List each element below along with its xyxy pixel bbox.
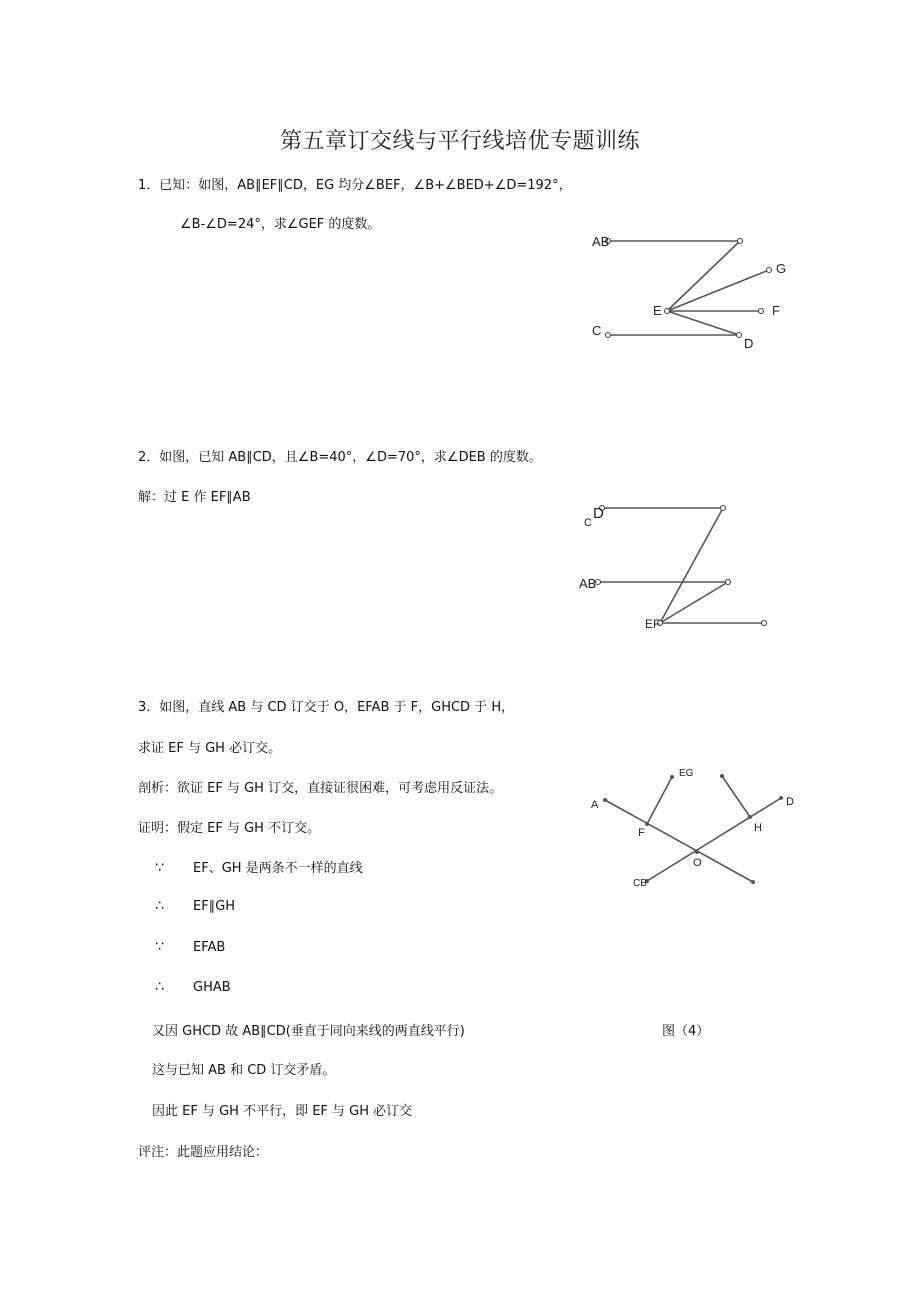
problem3-final: 因此 EF 与 GH 不平行，即 EF 与 GH 必订交: [152, 1104, 413, 1119]
label-d: D: [744, 336, 754, 351]
problem1-question: ∠B-∠D=24°，求∠GEF 的度数。: [180, 217, 381, 232]
problem2-figure: [570, 495, 780, 640]
label-cb: CB: [633, 878, 647, 889]
problem3-statement: 3．如图，直线 AB 与 CD 订交于 O，EFAB 于 F，GHCD 于 H，: [138, 700, 515, 715]
label-ef: EF: [645, 617, 661, 631]
proof-step: [155, 939, 225, 955]
label-o: O: [693, 857, 702, 869]
document-title: 第五章订交线与平行线培优专题训练: [279, 129, 640, 154]
proof-step-text: EF、GH 是两条不一样的直线: [193, 861, 363, 876]
problem2-solution: 解：过 E 作 EF∥AB: [138, 490, 251, 505]
problem3-comment: 评注：此题应用结论：: [138, 1145, 269, 1160]
because-symbol: ∵: [155, 939, 164, 955]
problem2-statement: 2．如图，已知 AB∥CD，且∠B=40°，∠D=70°，求∠DEB 的度数。: [138, 450, 542, 465]
label-c: C: [592, 323, 602, 338]
proof-step-text: EF∥GH: [193, 899, 236, 914]
label-c: C: [584, 517, 592, 529]
problem3-conclusion-parallel: 又因 GHCD 故 AB∥CD(垂直于同向来线的两直线平行): [152, 1024, 465, 1039]
therefore-symbol: ∴: [155, 979, 164, 995]
label-d: D: [593, 505, 604, 522]
proof-step-text: GHAB: [193, 980, 231, 995]
proof-step: [155, 979, 231, 995]
problem1-figure: [580, 225, 800, 360]
problem3-figure: [580, 755, 810, 900]
proof-step: [155, 857, 363, 876]
label-eg: EG: [679, 768, 694, 779]
problem3-analysis: 剖析：欲证 EF 与 GH 订交，直接证很困难，可考虑用反证法。: [138, 781, 503, 796]
therefore-symbol: ∴: [155, 898, 164, 914]
proof-step-text: EFAB: [193, 940, 226, 955]
figure-caption: 图（4）: [662, 1024, 710, 1039]
label-ab: AB: [579, 576, 597, 591]
label-h: H: [754, 822, 762, 834]
problem3-proof-intro: 证明：假定 EF 与 GH 不订交。: [138, 821, 321, 836]
proof-step: [155, 898, 235, 914]
because-symbol: ∵: [155, 860, 164, 876]
label-ab: AB: [592, 234, 610, 249]
problem3-goal: 求证 EF 与 GH 必订交。: [138, 741, 282, 756]
problem1-statement: 1．已知：如图，AB∥EF∥CD，EG 均分∠BEF，∠B+∠BED+∠D=192°，: [138, 178, 572, 193]
label-f: F: [772, 303, 780, 318]
label-g: G: [776, 261, 787, 276]
label-e: E: [653, 303, 662, 318]
label-a: A: [591, 799, 599, 811]
problem3-contradiction: 这与已知 AB 和 CD 订交矛盾。: [152, 1063, 336, 1078]
label-d: D: [786, 796, 794, 808]
label-f: F: [638, 827, 645, 839]
